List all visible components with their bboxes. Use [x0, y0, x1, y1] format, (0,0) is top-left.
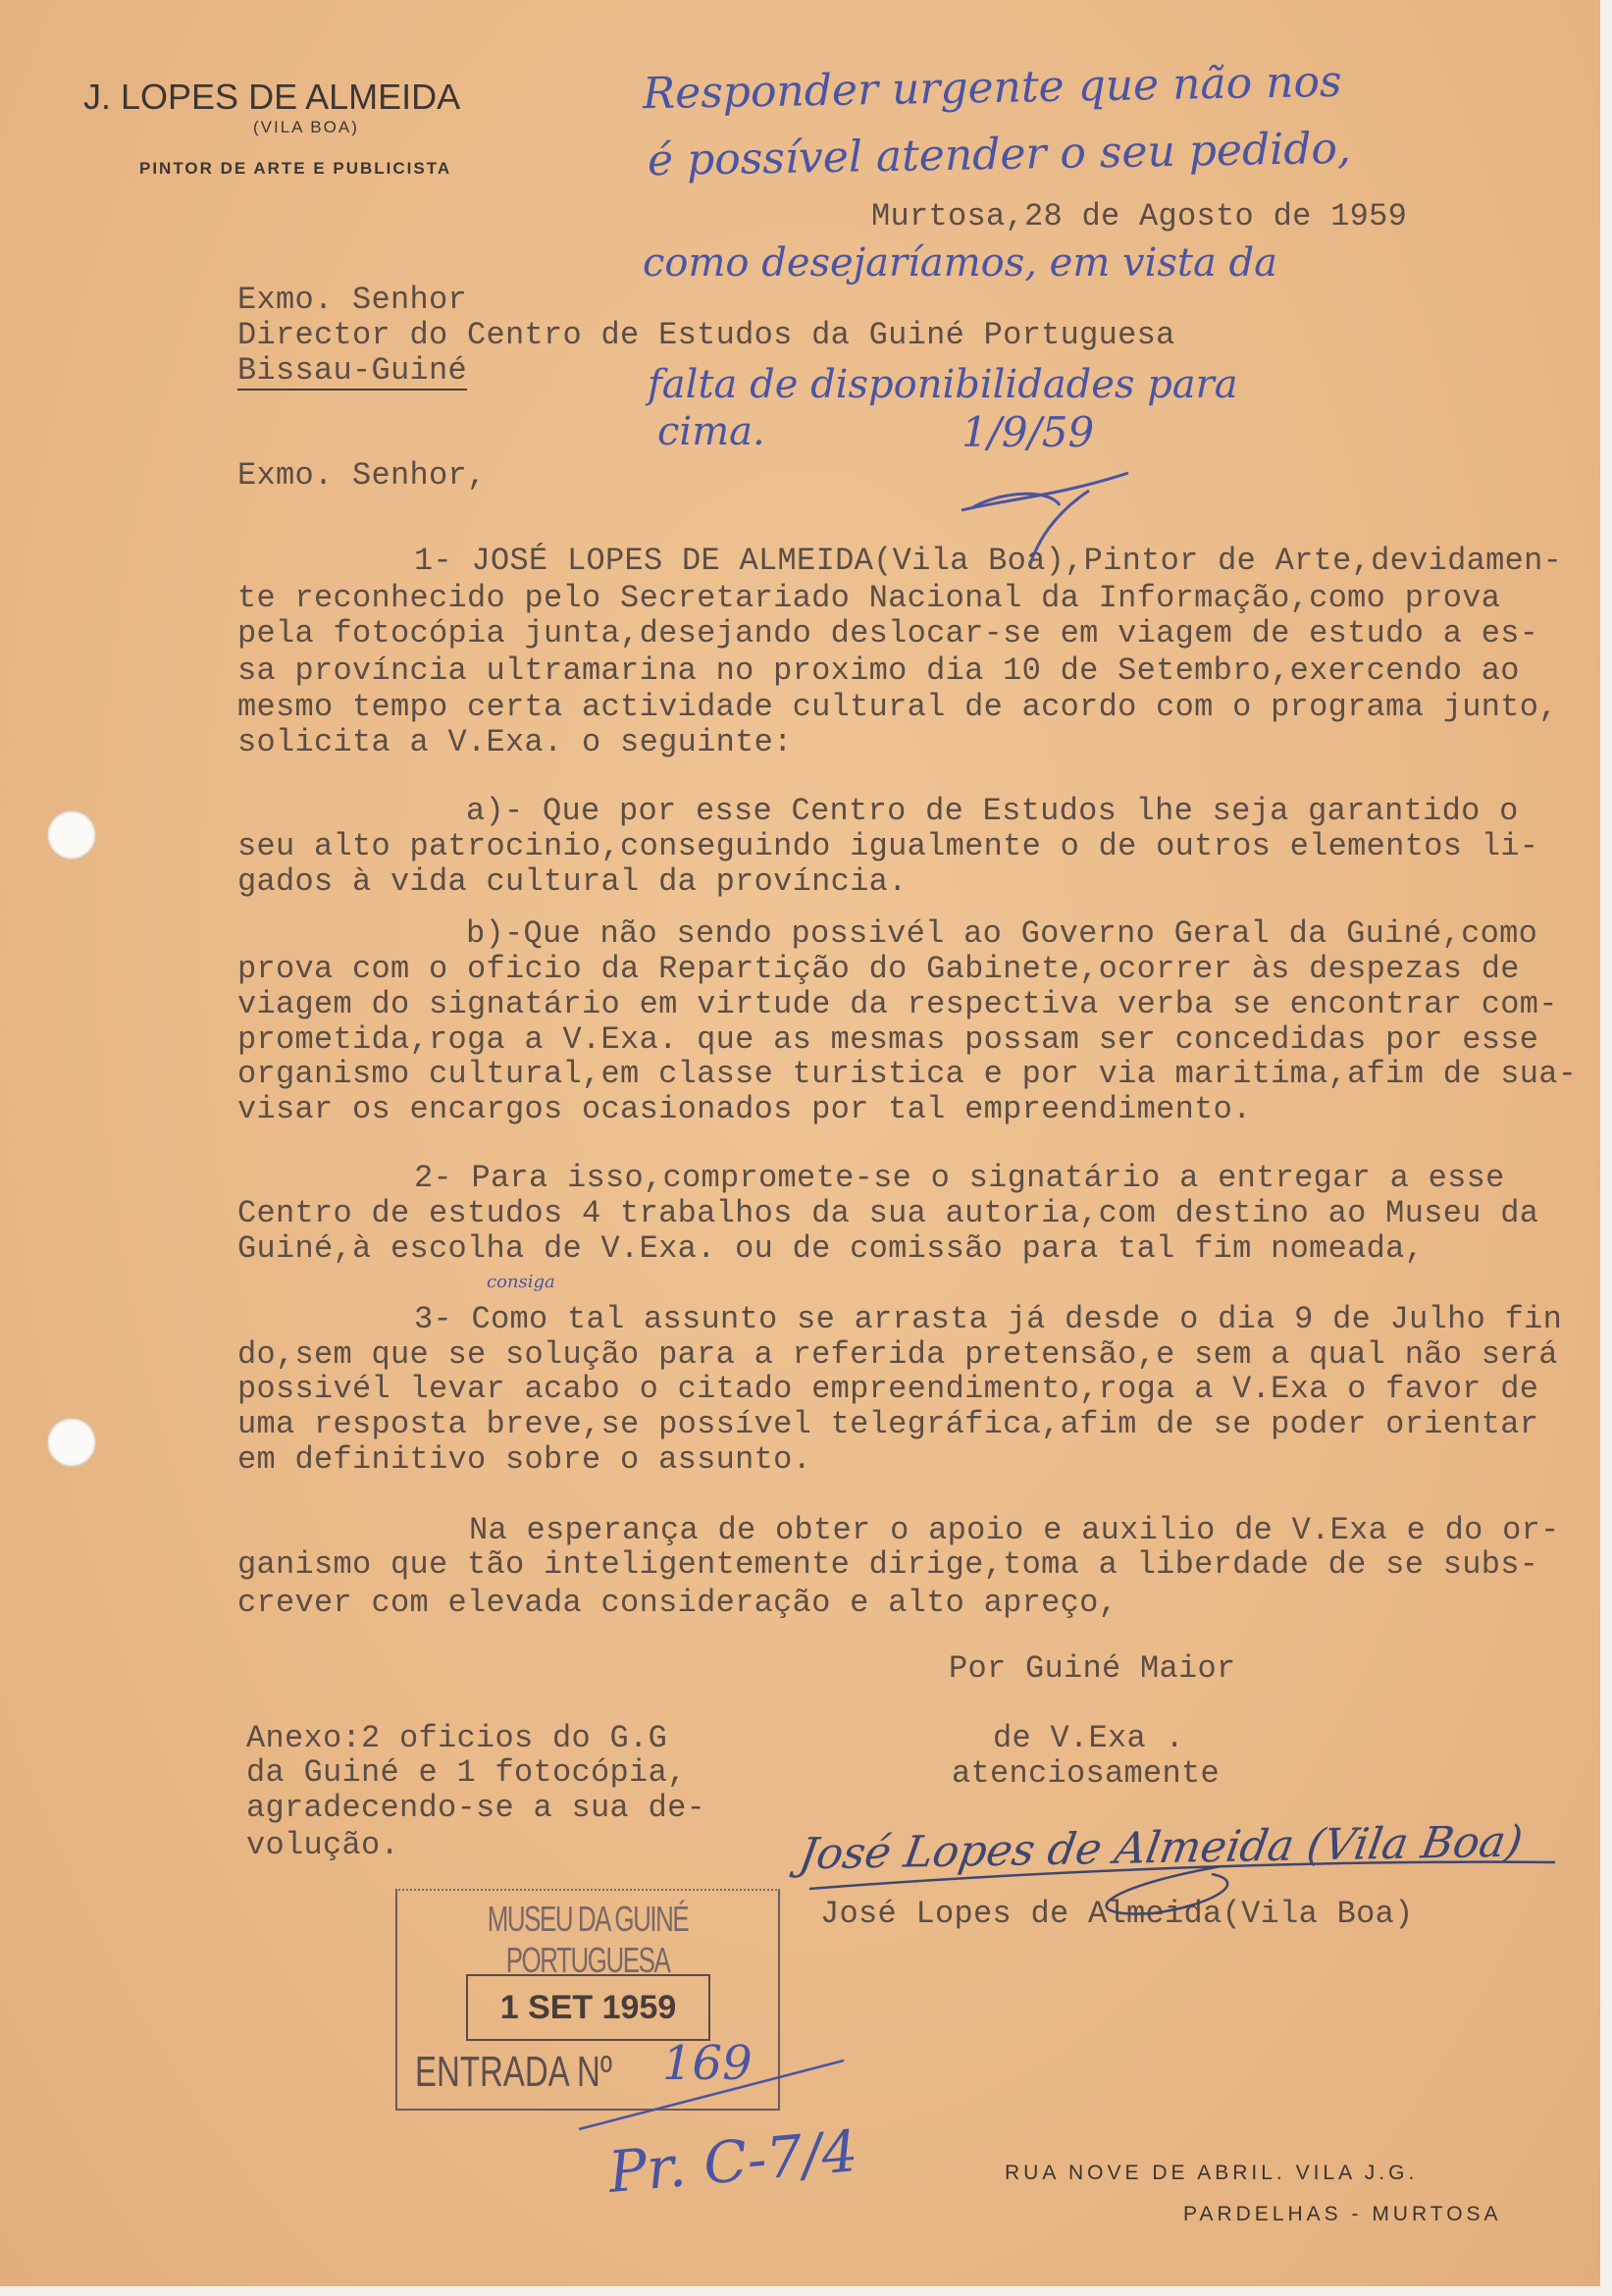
paragraph-line: sa província ultramarina no proximo dia 10 de Setembro,exercendo ao: [237, 652, 1520, 689]
annex-line: agradecendo-se a sua de-: [246, 1790, 706, 1826]
annex-line: da Guiné e 1 fotocópia,: [246, 1754, 687, 1791]
note-line: Responder urgente que não nos: [642, 56, 1342, 120]
punch-hole: [47, 810, 96, 860]
note-line: cima.: [657, 409, 765, 454]
letterhead-name: J. LOPES DE ALMEIDA: [83, 77, 461, 117]
paragraph-line: Guiné,à escolha de V.Exa. ou de comissão para tal fim nomeada,: [237, 1230, 1425, 1267]
paragraph-line: 2- Para isso,compromete-se o signatário a entregar a esse: [414, 1160, 1505, 1196]
item-b-line: organismo cultural,em classe turistica e por via maritima,afim de sua-: [237, 1056, 1578, 1092]
paper-edge: [1600, 0, 1612, 2296]
paragraph-line: solicita a V.Exa. o seguinte:: [237, 724, 793, 760]
recipient-title: Director do Centro de Estudos da Guiné Portuguesa: [237, 317, 1175, 353]
item-b-line: prometida,roga a V.Exa. que as mesmas possam ser concedidas por esse: [237, 1021, 1539, 1058]
handwritten-signature: José Lopes de Almeida (Vila Boa): [796, 1816, 1527, 1880]
item-a-line: a)- Que por esse Centro de Estudos lhe seja garantido o: [466, 793, 1519, 829]
paragraph-line: do,sem que se solução para a referida pretensão,e sem a qual não será: [237, 1336, 1558, 1373]
item-a-line: seu alto patrocinio,conseguindo igualmente o de outros elementos li-: [237, 828, 1539, 864]
item-b-line: viagem do signatário em virtude da respectiva verba se encontrar com-: [237, 986, 1558, 1022]
paragraph-line: 3- Como tal assunto se arrasta já desde o dia 9 de Julho fin: [414, 1301, 1563, 1337]
paragraph-line: pela fotocópia junta,desejando deslocar-se em viagem de estudo a es-: [237, 615, 1539, 652]
address-street: RUA NOVE DE ABRIL. VILA J.G.: [1005, 2162, 1419, 2184]
signer-name: José Lopes de Almeida(Vila Boa): [820, 1896, 1414, 1932]
closing-line: Na esperança de obter o apoio e auxilio de V.Exa e do or-: [469, 1512, 1560, 1548]
closing-line: ganismo que tão inteligentemente dirige,toma a liberdade de se subs-: [237, 1546, 1539, 1583]
stamp-institution: MUSEU DA GUINÉ PORTUGUESA: [487, 1899, 689, 1980]
note-date: 1/9/59: [962, 408, 1095, 456]
stamp-entry-number: 169: [662, 2036, 753, 2091]
recipient-salutation: Exmo. Senhor: [237, 282, 468, 318]
closing-formula: atenciosamente: [952, 1755, 1221, 1792]
recipient-location: Bissau-Guiné: [237, 352, 468, 389]
paragraph-line: uma resposta breve,se possível telegráfica,afim de se poder orientar: [237, 1406, 1539, 1442]
letterhead-profession: PINTOR DE ARTE E PUBLICISTA: [139, 159, 452, 178]
paragraph-line: mesmo tempo certa actividade cultural de acordo com o programa junto,: [237, 689, 1558, 725]
letterhead-alias: (VILA BOA): [253, 118, 359, 136]
paragraph-line: te reconhecido pelo Secretariado Nacional da Informação,como prova: [237, 580, 1501, 616]
punch-hole: [47, 1418, 96, 1467]
handwritten-insertion: consiga: [487, 1272, 555, 1292]
address-town: PARDELHAS - MURTOSA: [1183, 2203, 1502, 2225]
closing-line: crever com elevada consideração e alto apreço,: [237, 1585, 1118, 1621]
paragraph-line: 1- JOSÉ LOPES DE ALMEIDA(Vila Boa),Pintor de Arte,devidamen-: [414, 543, 1563, 579]
signature-flourish-icon: [800, 1845, 1565, 1943]
item-b-line: prova com o oficio da Repartição do Gabinete,ocorrer às despezas de: [237, 951, 1520, 987]
rubric-icon: [942, 461, 1138, 569]
note-line: como desejaríamos, em vista da: [643, 240, 1277, 286]
item-b-line: b)-Que não sendo possivél ao Governo Geral da Guiné,como: [466, 915, 1538, 952]
place-date: Murtosa,28 de Agosto de 1959: [871, 198, 1408, 235]
stamp-entry-label: ENTRADA Nº: [415, 2048, 612, 2096]
paragraph-line: possivél levar acabo o citado empreendimento,roga a V.Exa o favor de: [237, 1371, 1539, 1407]
greeting: Exmo. Senhor,: [237, 457, 487, 494]
item-a-line: gados à vida cultural da província.: [237, 863, 908, 900]
paragraph-line: em definitivo sobre o assunto.: [237, 1441, 812, 1478]
note-line: falta de disponibilidades para: [648, 362, 1238, 407]
item-b-line: visar os encargos ocasionados por tal empreendimento.: [237, 1091, 1252, 1127]
stamp-date: 1 SET 1959: [466, 1974, 710, 2041]
paper-edge-bottom: [0, 2286, 1612, 2296]
annex-line: Anexo:2 oficios do G.G: [246, 1720, 668, 1756]
note-line: é possível atender o seu pedido,: [647, 123, 1352, 186]
paragraph-line: Centro de estudos 4 trabalhos da sua autoria,com destino ao Museu da: [237, 1195, 1539, 1231]
filing-reference: Pr. C-7/4: [605, 2117, 860, 2206]
motto: Por Guiné Maior: [949, 1650, 1236, 1687]
closing-formula: de V.Exa .: [993, 1720, 1185, 1756]
annex-line: volução.: [246, 1827, 400, 1863]
